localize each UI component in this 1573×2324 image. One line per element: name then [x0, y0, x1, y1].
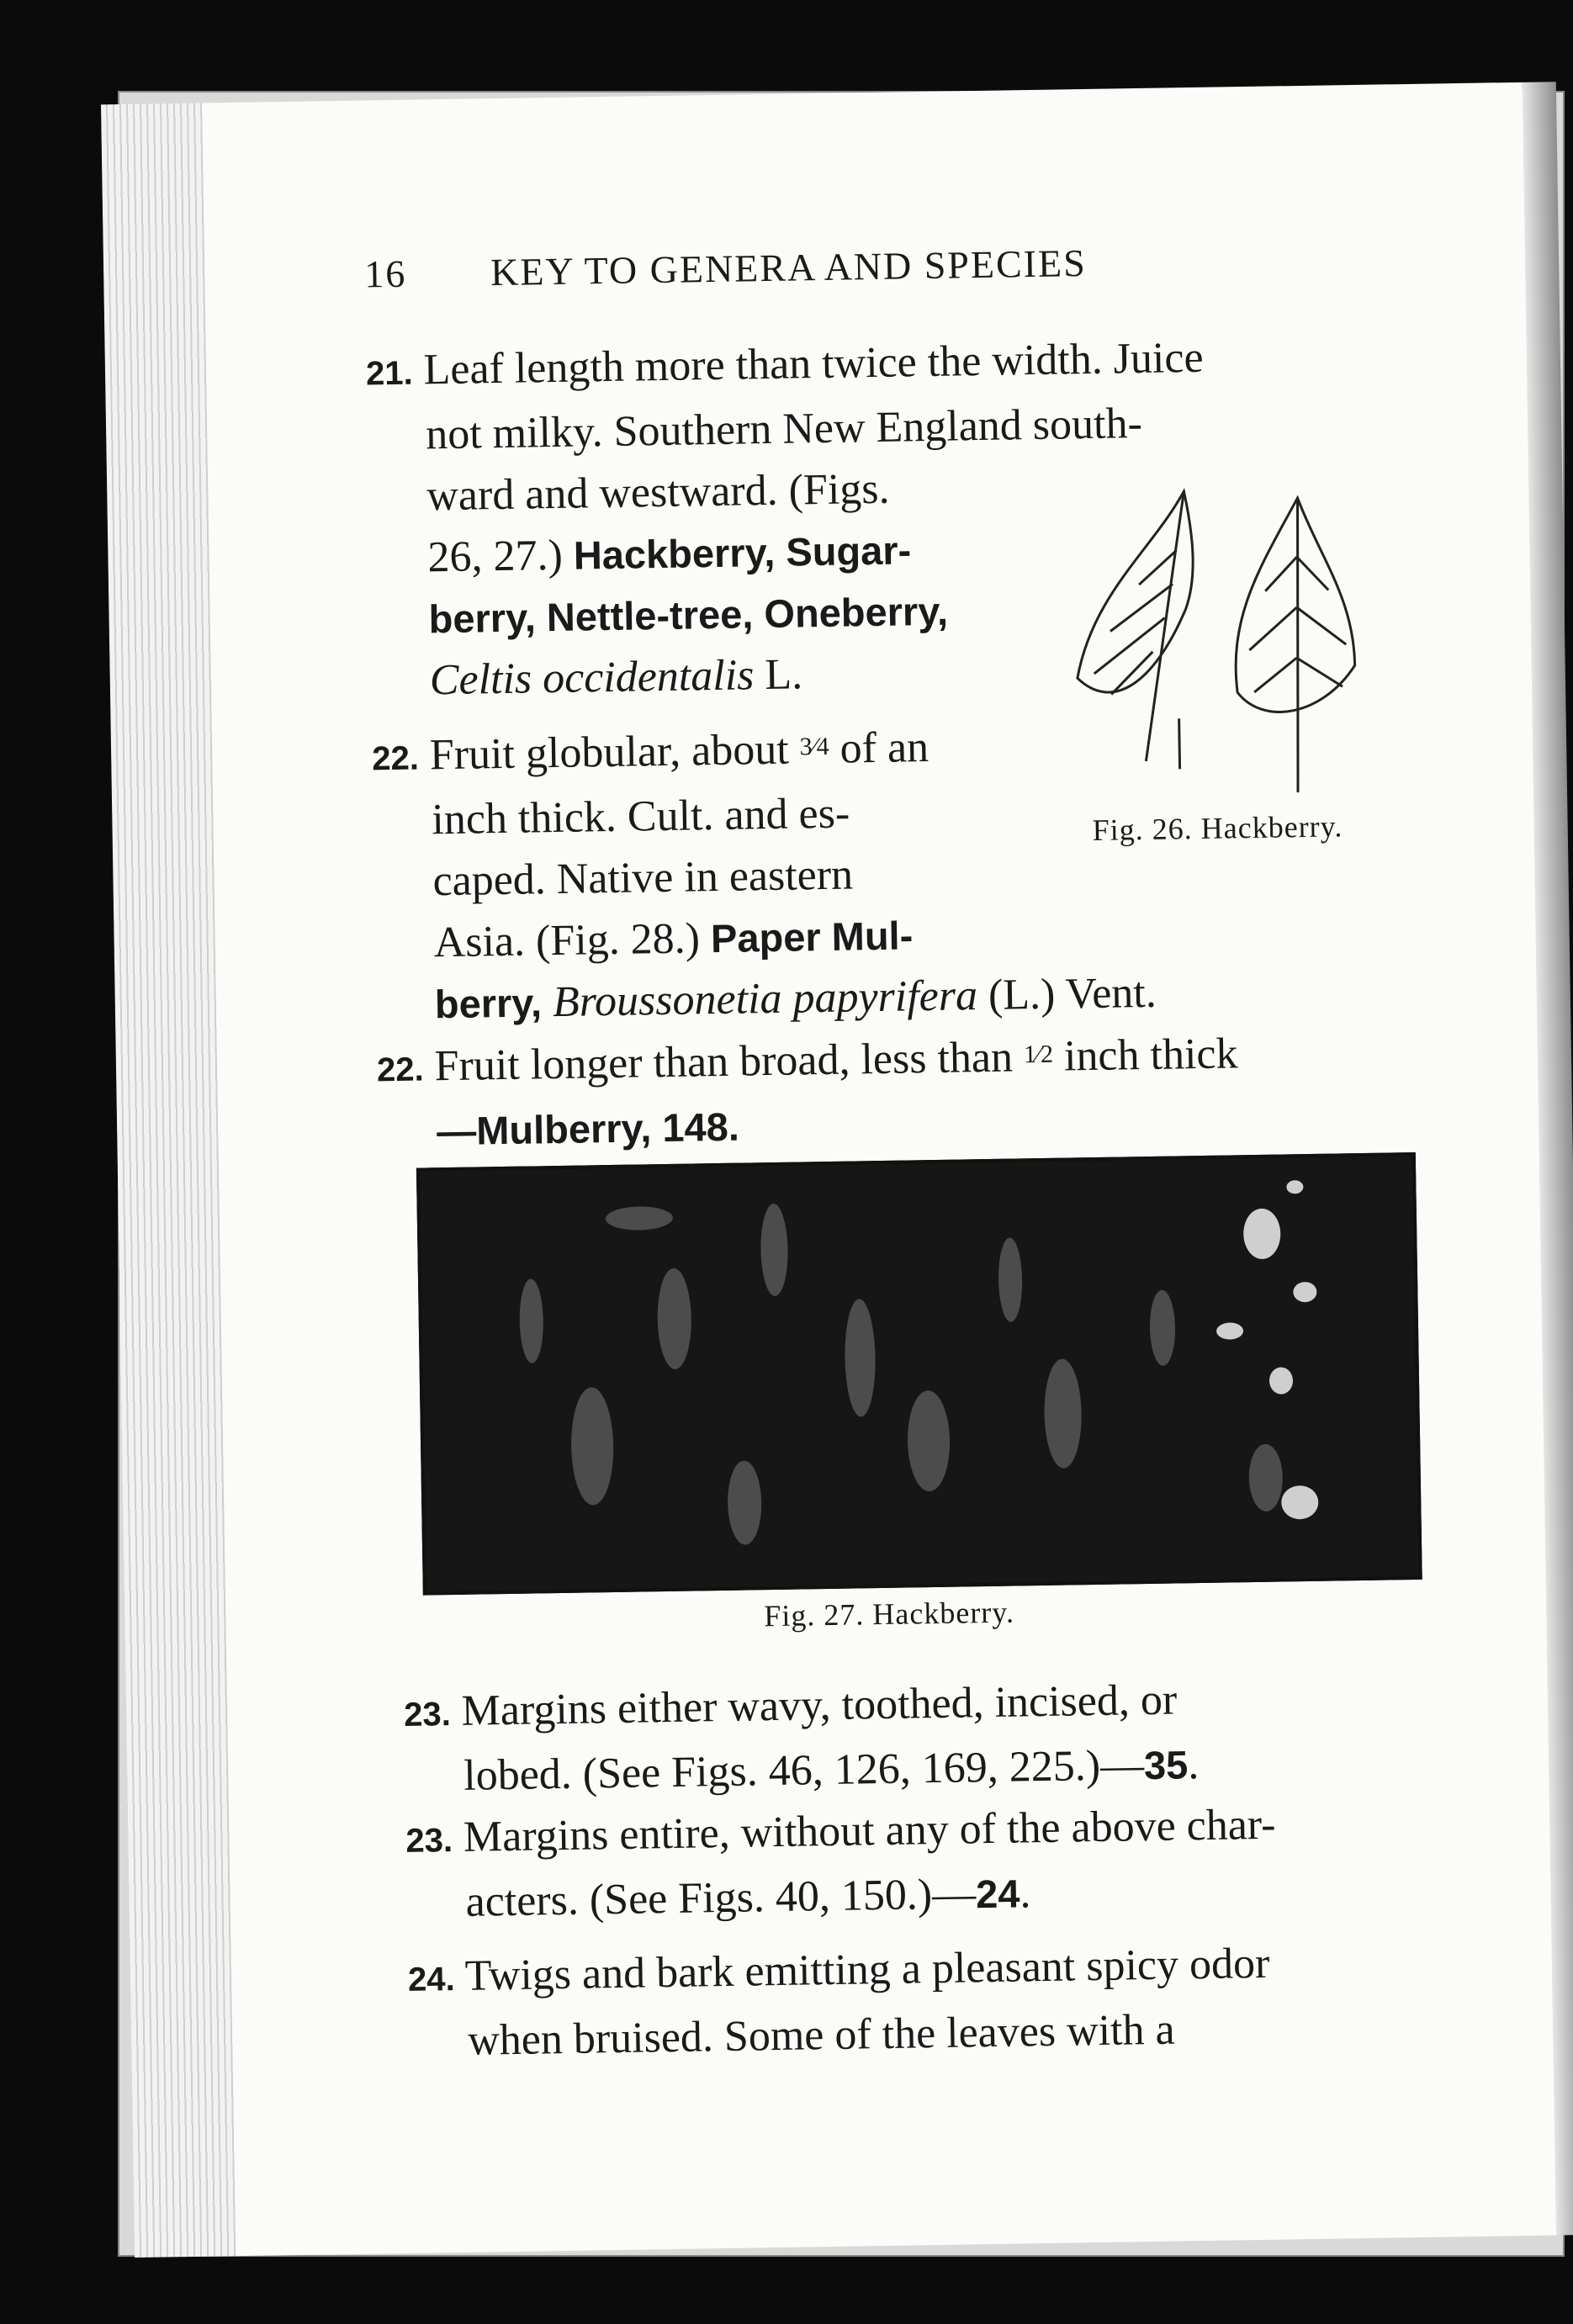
entry-number: 22. [371, 739, 420, 778]
fig27-bark-photo [416, 1152, 1422, 1596]
leaf-midrib [1141, 491, 1188, 761]
cross-reference: 35 [1143, 1742, 1189, 1788]
entry-text: (L.) Vent. [977, 968, 1157, 1020]
entry-text: caped. Native in eastern [432, 850, 854, 906]
fraction: 1⁄2 [1023, 1040, 1054, 1069]
book-page [202, 82, 1556, 2256]
page-right-edge [1523, 82, 1573, 2235]
running-header [364, 236, 1374, 297]
entry-text: Margins entire, without any of the above char- [463, 1800, 1276, 1861]
scale-bar [1179, 718, 1180, 769]
entry-number: 21. [365, 354, 414, 393]
leaf-outline [1233, 497, 1356, 712]
entry-text: 26, 27.) [427, 531, 575, 582]
entry-text: Fruit longer than broad, less than [434, 1033, 1025, 1091]
entry-text: ward and westward. (Figs. [426, 464, 890, 521]
entry-text: inch thick [1052, 1030, 1238, 1081]
entry-text: Fruit globular, about [429, 725, 801, 780]
scientific-name: Celtis occidentalis [429, 651, 755, 705]
entry-text: Margins either wavy, toothed, incised, or [461, 1676, 1178, 1735]
fig27-caption: Fig. 27. Hackberry. [764, 1595, 1015, 1633]
key-entry-23b [405, 1791, 1467, 1934]
cross-reference: —Mulberry, 148. [436, 1104, 740, 1154]
entry-text: Twigs and bark emitting a pleasant spicy odor [464, 1939, 1270, 2000]
fraction: 3⁄4 [799, 732, 829, 761]
entry-text: when bruised. Some of the leaves with a [467, 2005, 1176, 2065]
entry-number: 22. [376, 1051, 425, 1089]
key-entry-23a [403, 1665, 1464, 1808]
common-name: berry, Nettle-tree, Oneberry, [428, 588, 949, 642]
scientific-name: Broussonetia papyrifera [552, 971, 978, 1027]
common-name: berry, [434, 980, 543, 1027]
entry-number: 23. [403, 1696, 452, 1734]
entry-number: 24. [407, 1961, 456, 1998]
bark-texture [420, 1156, 1419, 1591]
leaf-outline [1074, 491, 1194, 693]
entry-text: inch thick. Cult. and es- [431, 789, 850, 844]
fig26-leaves-illustration [1057, 480, 1382, 805]
entry-text: lobed. (See Figs. 46, 126, 169, 225.)— [463, 1741, 1145, 1800]
entry-text: . [1187, 1740, 1200, 1789]
entry-text: of an [829, 723, 930, 773]
entry-text: acters. (See Figs. 40, 150.)— [465, 1870, 977, 1926]
fig26-caption: Fig. 26. Hackberry. [1092, 809, 1343, 847]
key-entry-22b [376, 1018, 1438, 1163]
common-name: Hackberry, Sugar- [573, 527, 912, 578]
entry-number: 23. [405, 1822, 453, 1860]
entry-text: Leaf length more than twice the width. Juice [423, 333, 1204, 394]
leaf-midrib [1294, 498, 1302, 792]
cross-reference: 24 [975, 1871, 1020, 1917]
page-number: 16 [363, 251, 407, 296]
entry-text: Asia. (Fig. 28.) [433, 914, 712, 967]
key-entry-24 [407, 1930, 1469, 2073]
entry-text: L. [753, 650, 803, 700]
page-title: KEY TO GENERA AND SPECIES [490, 241, 1088, 294]
common-name: Paper Mul- [710, 913, 914, 961]
entry-text: . [1019, 1869, 1031, 1918]
entry-text: not milky. Southern New England south- [425, 399, 1143, 459]
